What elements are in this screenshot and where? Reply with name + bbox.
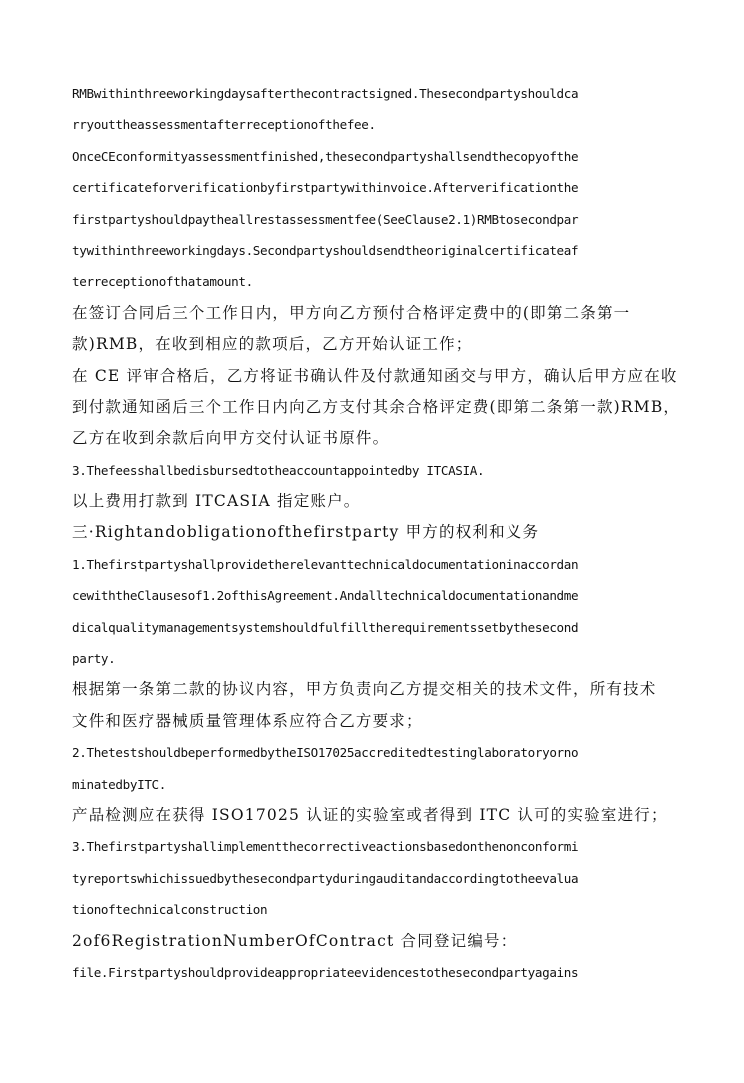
page-number-line: 2of6RegistrationNumberOfContract 合同登记编号： — [72, 931, 518, 950]
text-line: firstpartyshouldpaytheallrestassessmentfee(SeeClause2.1)RMBtosecondpar — [72, 211, 579, 227]
text-line: tyreportswhichissuedbythesecondpartyduringauditandaccordingtotheevalua — [72, 870, 579, 886]
text-line: OnceCEconformityassessmentfinished,thesecondpartyshallsendthecopyofthe — [72, 148, 579, 164]
text-line: 产品检测应在获得 ISO17025 认证的实验室或者得到 ITC 认可的实验室进行； — [72, 805, 668, 824]
text-line: 根据第一条第二款的协议内容，甲方负责向乙方提交相关的技术文件，所有技术 — [72, 680, 657, 699]
text-line: dicalqualitymanagementsystemshouldfulfilltherequirementssetbythesecond — [72, 619, 579, 635]
text-line: 乙方在收到余款后向甲方交付认证书原件。 — [72, 429, 390, 448]
text-line: 3.Thefeesshallbedisbursedtotheaccountappointedby ITCASIA. — [72, 462, 485, 478]
section-heading: 三·Rightandobligationofthefirstparty 甲方的权利和义务 — [72, 523, 540, 542]
text-line: 1.Thefirstpartyshallprovidetherelevanttechnicaldocumentationinaccordan — [72, 556, 579, 572]
text-line: minatedbyITC. — [72, 776, 167, 792]
text-line: party. — [72, 651, 116, 667]
text-line: 2.ThetestshouldbeperformedbytheISO17025accreditedtestinglaboratoryorno — [72, 745, 579, 761]
text-line: cewiththeClausesof1.2ofthisAgreement.Andalltechnicaldocumentationandme — [72, 588, 579, 604]
text-line: 款)RMB，在收到相应的款项后，乙方开始认证工作； — [72, 335, 473, 354]
text-line: 在签订合同后三个工作日内，甲方向乙方预付合格评定费中的(即第二条第一 — [72, 303, 631, 322]
text-line: terreceptionofthatamount. — [72, 274, 253, 290]
text-line: 文件和医疗器械质量管理体系应符合乙方要求； — [72, 711, 423, 730]
text-line: 在 CE 评审合格后，乙方将证书确认件及付款通知函交与甲方，确认后甲方应在收 — [72, 366, 678, 385]
text-line: 到付款通知函后三个工作日内向乙方支付其余合格评定费(即第二条第一款)RMB， — [72, 397, 681, 416]
text-line: rryouttheassessmentafterreceptionofthefee. — [72, 117, 376, 133]
text-line: certificateforverificationbyfirstpartywithinvoice.Afterverificationthe — [72, 180, 579, 196]
text-line: file.Firstpartyshouldprovideappropriateevidencestothesecondpartyagains — [72, 964, 579, 980]
text-line: tionoftechnicalconstruction — [72, 902, 268, 918]
text-line: 3.Thefirstpartyshallimplementthecorrectiveactionsbasedonthenonconformi — [72, 839, 579, 855]
text-line: RMBwithinthreeworkingdaysafterthecontractsigned.Thesecondpartyshouldca — [72, 86, 579, 101]
text-line: 以上费用打款到 ITCASIA 指定账户。 — [72, 492, 361, 511]
text-line: tywithinthreeworkingdays.Secondpartyshouldsendtheoriginalcertificateaf — [72, 242, 579, 258]
